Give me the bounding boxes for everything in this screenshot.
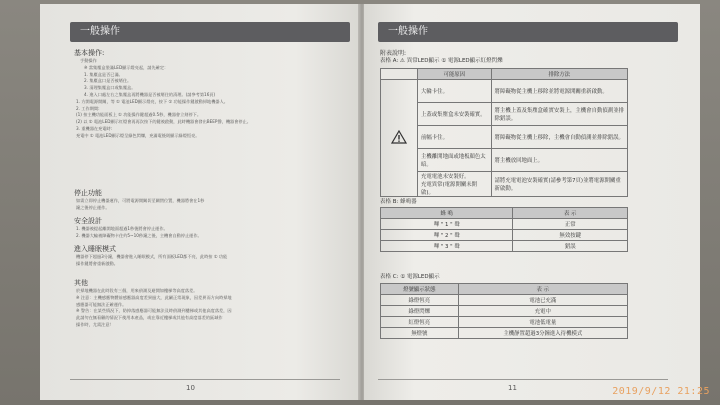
footer-divider bbox=[70, 379, 340, 380]
table-a-corner bbox=[381, 69, 418, 80]
table-b-body bbox=[381, 219, 628, 252]
text-line: (2) 以 ① 電池LED顯示紅燈會再再次按下的鍵被啟動，此時機器會發出BEEP聲，機器會停止。 bbox=[76, 119, 251, 125]
footer-divider bbox=[378, 379, 668, 380]
section-title: 其他 bbox=[74, 279, 88, 287]
table-cell: 前幅卡住。 bbox=[418, 126, 492, 149]
table-c-body bbox=[381, 295, 628, 339]
table-cell: 充電中 bbox=[458, 306, 627, 317]
table-c-header-meaning: 表 示 bbox=[458, 284, 627, 295]
text-line: 4. 進入口處左右之集塵盒再將機器是否被堵住的清理。(請參考第16頁) bbox=[84, 92, 216, 97]
text-line: 2. 工作期間: bbox=[76, 105, 100, 111]
table-b-caption: 表格 B: 蜂鳴器 bbox=[380, 199, 417, 205]
text-line: 機器停下超過3分鐘，機器會進入睡眠模式，所有面板LED都不亮，此時按 ① 功能 bbox=[76, 254, 228, 259]
section-title: 安全設計 bbox=[74, 217, 102, 225]
table-row bbox=[381, 230, 628, 241]
text-line: 充電中 ① 電池LED顯示燈呈綠色閃爍，充滿電後則顯示綠燈恆亮。 bbox=[76, 132, 200, 138]
table-b-header-beep: 蜂 鳴 bbox=[381, 208, 513, 219]
table-c-caption: 表格 C: ① 電源LED顯示 bbox=[380, 274, 440, 280]
section-title: 進入睡眠模式 bbox=[74, 245, 116, 253]
table-b-header-meaning: 表 示 bbox=[513, 208, 628, 219]
table-cell: 綠燈閃爍 bbox=[381, 306, 459, 317]
table-cell: 上蓋或集塵盒未安裝確實。 bbox=[418, 103, 492, 126]
table-row bbox=[381, 317, 628, 328]
table-cell: 將主機放回地面上。 bbox=[491, 149, 627, 172]
table-a bbox=[380, 68, 628, 197]
table-row bbox=[381, 149, 628, 172]
text-line: 手動操作 bbox=[80, 58, 97, 63]
table-row bbox=[381, 172, 628, 197]
table-a-header-cause: 可能原因 bbox=[418, 69, 492, 80]
appendix-title: 附表說明: bbox=[380, 50, 407, 57]
table-cell: 將障礙物從主機上移除，主機會自動偵測並排除錯誤。 bbox=[491, 126, 627, 149]
text-line: 1. 集塵盒是否已滿。 bbox=[84, 71, 123, 77]
table-row bbox=[381, 306, 628, 317]
table-a-header-fix: 排除方法 bbox=[491, 69, 627, 80]
text-line: ※ 注意：主機感應物體前感應器高度差異過大，此屬正常現象，因差異而方向時掃地 bbox=[76, 294, 232, 300]
text-line: 如需立即停止機器運作，可將電源開關切至關閉位置，機器將會在1秒 bbox=[76, 198, 205, 203]
table-cell: 主機離開地面或地板顏色太暗。 bbox=[418, 149, 492, 172]
table-cell: 大輪卡住。 bbox=[418, 80, 492, 103]
text-line: 2. 機器大輪被障礙物卡住約5~10秒鐘之後，主機會自動停止運作。 bbox=[76, 232, 202, 238]
table-cell: 綠燈恆亮 bbox=[381, 295, 459, 306]
manual-booklet bbox=[40, 4, 700, 400]
table-a-body bbox=[381, 80, 628, 197]
table-cell: 正常 bbox=[513, 219, 628, 230]
table-row bbox=[381, 241, 628, 252]
text-line: 鐘之後停止運作。 bbox=[76, 204, 110, 210]
text-line: 1. 方開電源開關，等 ① 電池LED顯示燈亮，按下 ① 功能操作鍵啟動掃地機器人。 bbox=[76, 98, 228, 104]
text-line: 感應器可能無法正確運作。 bbox=[76, 301, 127, 307]
text-line: 2. 集塵盒口是否被堵住。 bbox=[84, 78, 132, 84]
table-cell: 電池已充滿 bbox=[458, 295, 627, 306]
left-page-header: 一般操作 bbox=[70, 22, 350, 42]
table-cell: 主機靜置超過3分鐘進入待機模式 bbox=[458, 328, 627, 339]
table-cell: 嗶 " 1 " 聲 bbox=[381, 219, 513, 230]
section-title: 停止功能 bbox=[74, 189, 102, 197]
text-line: 操作鍵將會重新啟動。 bbox=[76, 260, 118, 266]
text-line: 操作時，尤需注意！ bbox=[76, 322, 114, 327]
page-number: 10 bbox=[186, 384, 195, 392]
table-row bbox=[381, 103, 628, 126]
text-line: 1. 機器被提起離開地面超過1秒後將會停止運作。 bbox=[76, 226, 168, 231]
text-line: ※ 當集塵盒裝滿LED顯示燈亮起，請先確定： bbox=[84, 64, 169, 70]
table-cell: 嗶 " 3 " 聲 bbox=[381, 241, 513, 252]
table-cell: 將障礙物從主機上移除並將電源開關重新啟動。 bbox=[491, 80, 627, 103]
table-cell: 充電電池未安裝好。 充電異常(電源開關未開啟)。 bbox=[418, 172, 492, 197]
table-c bbox=[380, 283, 628, 339]
warning-icon bbox=[381, 80, 418, 197]
table-cell: 請將充電電池安裝確實(請參考第7頁)並將電源開關重新啟動。 bbox=[491, 172, 627, 197]
table-row bbox=[381, 80, 628, 103]
left-page bbox=[40, 4, 360, 400]
photo-timestamp: 2019/9/12 21:25 bbox=[612, 386, 710, 397]
section-title: 基本操作: bbox=[74, 49, 105, 57]
table-row bbox=[381, 126, 628, 149]
table-cell: 無效按鍵 bbox=[513, 230, 628, 241]
table-c-header-status: 燈號顯示狀態 bbox=[381, 284, 459, 295]
text-line: 3. 清理集塵盒口或集塵盒。 bbox=[84, 85, 136, 91]
table-row bbox=[381, 328, 628, 339]
table-b bbox=[380, 207, 628, 252]
table-row bbox=[381, 295, 628, 306]
text-line: (1) 按主機功能面板上 ① 功能操作鍵超過0.5秒，機器會立刻停下。 bbox=[76, 112, 202, 118]
table-cell: 嗶 " 2 " 聲 bbox=[381, 230, 513, 241]
text-line: 3. 重機器在充電時: bbox=[76, 126, 113, 131]
table-a-caption: 表格 A: ⚠ 異常LED顯示 ① 電源LED顯示紅燈閃爍 bbox=[380, 58, 503, 64]
right-page bbox=[364, 4, 700, 400]
page-number: 11 bbox=[508, 384, 517, 392]
text-line: 於掃地機器在此時段有三個，用來偵測及避開如樓梯等高度落差。 bbox=[76, 288, 198, 293]
table-cell: 紅燈恆亮 bbox=[381, 317, 459, 328]
text-line: ※ 警告：在某些情況下，防掉落感應器可能無法及時偵測到樓梯或其他高度落差，因 bbox=[76, 308, 232, 314]
table-cell: 電池低電量 bbox=[458, 317, 627, 328]
table-cell: 錯誤 bbox=[513, 241, 628, 252]
right-page-header: 一般操作 bbox=[378, 22, 678, 42]
table-cell: 將主機上蓋及集塵盒確實安裝上，主機會自動偵測並排除錯誤。 bbox=[491, 103, 627, 126]
text-line: 此請勿在無看顧的情況下使用本產品，或在靠近樓梯或其他有高度落差的區域作 bbox=[76, 315, 223, 321]
table-cell: 無燈號 bbox=[381, 328, 459, 339]
table-row bbox=[381, 219, 628, 230]
